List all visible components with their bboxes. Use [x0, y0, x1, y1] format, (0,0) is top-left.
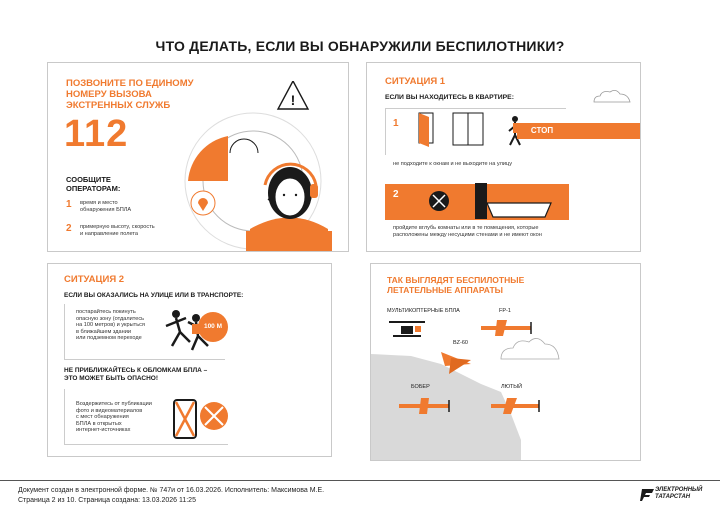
step1-number: 1 — [393, 118, 399, 129]
emergency-number: 112 — [64, 113, 129, 155]
item2-number: 2 — [66, 223, 72, 234]
label-lyuty: ЛЮТЫЙ — [501, 384, 523, 390]
label-bober: БОБЕР — [411, 384, 430, 390]
logo-text-bottom: ТАТАРСТАН — [655, 494, 691, 500]
cloud-icon — [592, 88, 632, 104]
step1-text: не подходите к окнам и не выходите на улицу — [393, 161, 512, 167]
situation2-subtitle: ЕСЛИ ВЫ ОКАЗАЛИСЬ НА УЛИЦЕ ИЛИ В ТРАНСПОРТЕ: — [64, 292, 244, 299]
logo-text-top: ЭЛЕКТРОННЫЙ — [655, 487, 703, 493]
situation2-warning: НЕ ПРИБЛИЖАЙТЕСЬ К ОБЛОМКАМ БПЛА – ЭТО МОЖЕТ БЫТЬ ОПАСНО! — [64, 367, 208, 382]
label-fp1: FP-1 — [499, 308, 511, 314]
step2-text: пройдите вглубь комнаты или в те помещения, которые расположены между несущими стенами и не имеют окон — [393, 225, 542, 238]
multicopter-drone-icon — [389, 322, 425, 336]
label-multicopter: МУЛЬТИКОПТЕРНЫЕ БПЛА — [387, 308, 460, 314]
electronic-tatarstan-logo — [640, 487, 706, 505]
panel-call-112 — [47, 62, 349, 252]
footer-divider — [0, 480, 720, 481]
tip2-text: Воздержитесь от публикации фото и видеоматериалов с мест обнаружения БПЛА в открытых интернет-источниках — [76, 401, 152, 434]
distance-badge: 100 М — [198, 312, 228, 342]
panel-situation-1 — [366, 62, 641, 252]
label-bz60: BZ-60 — [453, 340, 468, 346]
stop-sign: СТОП — [517, 123, 567, 139]
tip1-text: постарайтесь покинуть опасную зону (отдалитесь на 100 метров) и укрыться в ближайшем здании или подземном переходе — [76, 309, 145, 342]
logo-mark-icon — [640, 489, 654, 501]
footer-line-2: Страница 2 из 10. Страница создана: 13.03.2026 11:25 — [18, 497, 196, 504]
svg-text:!: ! — [290, 92, 296, 108]
operator-illustration — [168, 81, 348, 251]
item1-text: время и место обнаружения БПЛА — [80, 200, 132, 213]
step2-number: 2 — [393, 189, 399, 200]
drone-types-heading: ТАК ВЫГЛЯДЯТ БЕСПИЛОТНЫЕ ЛЕТАТЕЛЬНЫЕ АППАРАТЫ — [387, 275, 525, 295]
item2-text: примерную высоту, скорость и направление полета — [80, 224, 155, 237]
item1-number: 1 — [66, 199, 72, 210]
panel1-heading: ПОЗВОНИТЕ ПО ЕДИНОМУ НОМЕРУ ВЫЗОВА ЭКСТРЕННЫХ СЛУЖБ — [66, 78, 194, 111]
situation1-subtitle: ЕСЛИ ВЫ НАХОДИТЕСЬ В КВАРТИРЕ: — [385, 94, 514, 101]
warning-icon — [278, 81, 308, 109]
page-title: ЧТО ДЕЛАТЬ, ЕСЛИ ВЫ ОБНАРУЖИЛИ БЕСПИЛОТНИКИ? — [155, 38, 565, 54]
situation1-heading: СИТУАЦИЯ 1 — [385, 76, 446, 87]
situation2-heading: СИТУАЦИЯ 2 — [64, 274, 125, 285]
panel-drone-types — [370, 263, 641, 461]
footer-line-1: Документ создан в электронной форме. № 747и от 16.03.2026. Исполнитель: Максимова М.Е. — [18, 487, 325, 494]
fp1-drone-icon — [481, 320, 531, 336]
location-pin-icon — [191, 191, 215, 215]
drones-illustration — [371, 264, 640, 460]
no-camera-icon — [168, 394, 230, 442]
step1-stripe — [567, 123, 640, 139]
panel-situation-2 — [47, 263, 332, 457]
bathtub-icon — [425, 181, 555, 221]
report-title: СООБЩИТЕ ОПЕРАТОРАМ: — [66, 175, 121, 193]
